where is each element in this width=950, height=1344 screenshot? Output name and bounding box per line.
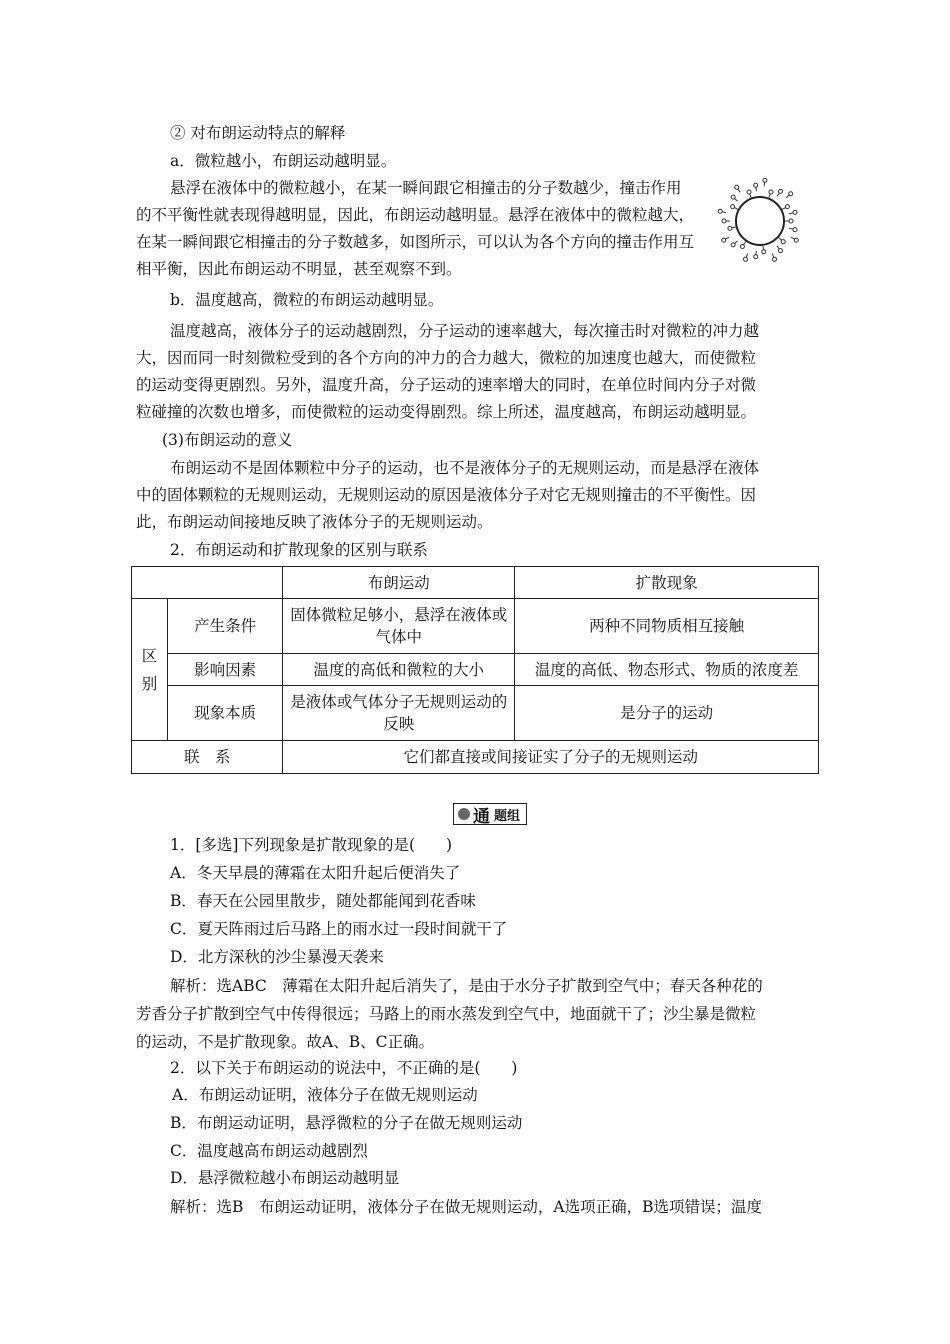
molecule-arrow-icon [738, 189, 740, 192]
q1-option-c: C．夏天阵雨过后马路上的雨水过一段时间就干了 [170, 920, 508, 938]
molecule-icon [722, 238, 726, 242]
section-2-heading: 2．布朗运动和扩散现象的区别与联系 [170, 541, 428, 559]
molecule-icon [773, 257, 777, 261]
difference-group-label [132, 599, 168, 741]
molecule-arrow-icon [763, 246, 764, 250]
row-label: 现象本质 [167, 686, 283, 741]
table-header-row [132, 567, 819, 599]
molecule-icon [779, 249, 783, 253]
molecule-arrow-icon [735, 199, 738, 202]
molecule-arrow-icon [722, 212, 726, 213]
para-b-line-1: 温度越高，液体分子的运动越剧烈，分子运动的速率越大，每次撞击时对微粒的冲力越 [170, 322, 760, 340]
badge-dot-icon [458, 808, 470, 820]
molecule-arrow-icon [746, 254, 747, 258]
molecule-arrow-icon [789, 213, 793, 214]
group-label-char: 别 [141, 674, 158, 693]
molecule-arrow-icon [735, 241, 738, 244]
molecule-icon [793, 228, 797, 232]
molecule-icon [781, 240, 785, 244]
table-row [132, 686, 819, 741]
brownian-cell: 固体微粒足够小，悬浮在液体或气体中 [283, 599, 515, 654]
q1-analysis-line-1: 解析：选ABC 薄霜在太阳升起后消失了，是由于水分子扩散到空气中；春天各种花的 [170, 977, 763, 995]
molecule-arrow-icon [756, 187, 757, 191]
badge-main-char: 通 [473, 806, 490, 827]
q2-option-b: B．布朗运动证明，悬浮微粒的分子在做无规则运动 [170, 1114, 523, 1132]
row-label: 产生条件 [167, 599, 283, 654]
molecule-icon [747, 190, 751, 194]
molecule-arrow-icon [732, 227, 736, 228]
header-brownian: 布朗运动 [283, 567, 515, 599]
practice-group-badge [453, 803, 527, 825]
para-b-line-2: 大，因而同一时刻微粒受到的各个方向的冲力的合力越大，微粒的加速度也越大，而使微粒 [136, 349, 757, 367]
molecule-icon [731, 205, 735, 209]
diffusion-cell: 两种不同物质相互接触 [515, 599, 819, 654]
molecule-icon [731, 243, 735, 247]
para-3-line-1: 布朗运动不是固体颗粒中分子的运动，也不是液体分子的无规则运动，而是悬浮在液体 [170, 459, 760, 477]
molecule-arrow-icon [750, 194, 751, 198]
molecule-arrow-icon [744, 242, 746, 245]
molecule-icon [763, 178, 767, 182]
brownian-cell: 是液体或气体分子无规则运动的反映 [283, 686, 515, 741]
q1-analysis-line-2: 芳香分子扩散到空气中传得很远；马路上的雨水蒸发到空气中，地面就干了；沙尘暴是微粒 [136, 1005, 757, 1023]
comparison-table [131, 566, 819, 774]
molecule-icon [718, 209, 722, 213]
subsection-3-heading: (3)布朗运动的意义 [162, 431, 293, 449]
q1-option-a: A．冬天早晨的薄霜在太阳升起后便消失了 [170, 864, 461, 882]
molecule-arrow-icon [786, 195, 789, 198]
molecule-icon [794, 238, 798, 242]
molecule-arrow-icon [791, 237, 795, 239]
molecule-icon [793, 210, 797, 214]
q2-option-a: A．布朗运动证明，液体分子在做无规则运动 [172, 1086, 478, 1104]
molecule-arrow-icon [769, 194, 770, 198]
molecule-arrow-icon [782, 208, 786, 210]
molecule-arrow-icon [777, 193, 779, 196]
molecule-arrow-icon [726, 237, 730, 239]
para-3-line-2: 中的固体颗粒的无规则运动，无规则运动的原因是液体分子对它无规则撞击的不平衡性。因 [136, 486, 757, 504]
molecule-icon [728, 226, 732, 230]
row-label: 影响因素 [167, 654, 283, 686]
molecule-arrow-icon [734, 208, 738, 210]
diffusion-cell: 是分子的运动 [515, 686, 819, 741]
point-a: a．微粒越小，布朗运动越明显。 [170, 152, 397, 170]
molecule-arrow-icon [756, 251, 757, 255]
molecule-arrow-icon [772, 254, 773, 258]
molecule-arrow-icon [779, 238, 782, 241]
para-3-line-3: 此，布朗运动间接地反映了液体分子的无规则运动。 [136, 513, 493, 531]
molecule-icon [754, 255, 758, 259]
table-row [132, 599, 819, 654]
molecule-icon [789, 192, 793, 196]
para-b-line-3: 的运动变得更剧烈。另外，温度升高，分子运动的速率增大的同时，在单位时间内分子对微 [136, 376, 757, 394]
group-label-char: 区 [141, 646, 158, 665]
q1-option-b: B．春天在公园里散步，随处都能闻到花香味 [170, 892, 476, 910]
q2-option-c: C．温度越高布朗运动越剧烈 [170, 1142, 368, 1160]
q1-analysis-line-3: 的运动，不是扩散现象。故A、B、C正确。 [136, 1033, 434, 1051]
molecule-icon [754, 183, 758, 187]
table-corner-cell [132, 567, 283, 599]
q1-stem: 1．[多选]下列现象是扩散现象的是( ) [170, 836, 453, 854]
header-diffusion: 扩散现象 [515, 567, 819, 599]
table-row [132, 654, 819, 686]
brownian-cell: 温度的高低和微粒的大小 [283, 654, 515, 686]
q2-option-d: D．悬浮微粒越小布朗运动越明显 [170, 1169, 400, 1187]
molecule-icon [789, 219, 793, 223]
molecule-icon [785, 205, 789, 209]
paragraph-a: 悬浮在液体中的微粒越小，在某一瞬间跟它相撞击的分子数越少，撞击作用的不平衡性就表现得越明显，因此，布朗运动越明显。悬浮在液体中的微粒越大，在某一瞬间跟它相撞击的分子数越多，如图所示，可以认为各个方向的撞击作用互相平衡，因此布朗运动不明显，甚至观察不到。 [136, 179, 695, 278]
molecule-arrow-icon [789, 228, 793, 229]
para-b-line-4: 粒碰撞的次数也增多，而使微粒的运动变得剧烈。综上所述，温度越高，布朗运动越明显。 [136, 403, 757, 421]
molecule-icon [779, 189, 783, 193]
molecule-icon [731, 195, 735, 199]
link-text: 它们都直接或间接证实了分子的无规则运动 [283, 741, 819, 774]
q2-stem: 2．以下关于布朗运动的说法中，不正确的是( ) [170, 1059, 518, 1077]
badge-text: 题组 [494, 808, 521, 824]
section-heading: ② 对布朗运动特点的解释 [170, 124, 346, 142]
q1-option-d: D．北方深秋的沙尘暴漫天袭来 [170, 948, 384, 966]
table-link-row [132, 741, 819, 774]
molecule-icon [762, 250, 766, 254]
particle-collision-figure [710, 178, 810, 268]
molecule-icon [722, 219, 726, 223]
q2-analysis-line-1: 解析：选B 布朗运动证明，液体分子在做无规则运动，A选项正确，B选项错误；温度 [170, 1198, 762, 1216]
molecule-arrow-icon [777, 246, 779, 249]
point-b: b．温度越高，微粒的布朗运动越明显。 [170, 291, 444, 309]
diffusion-cell: 温度的高低、物态形式、物质的浓度差 [515, 654, 819, 686]
molecule-icon [769, 190, 773, 194]
link-label: 联 系 [132, 741, 283, 774]
molecule-arrow-icon [764, 182, 765, 186]
molecule-icon [744, 257, 748, 261]
